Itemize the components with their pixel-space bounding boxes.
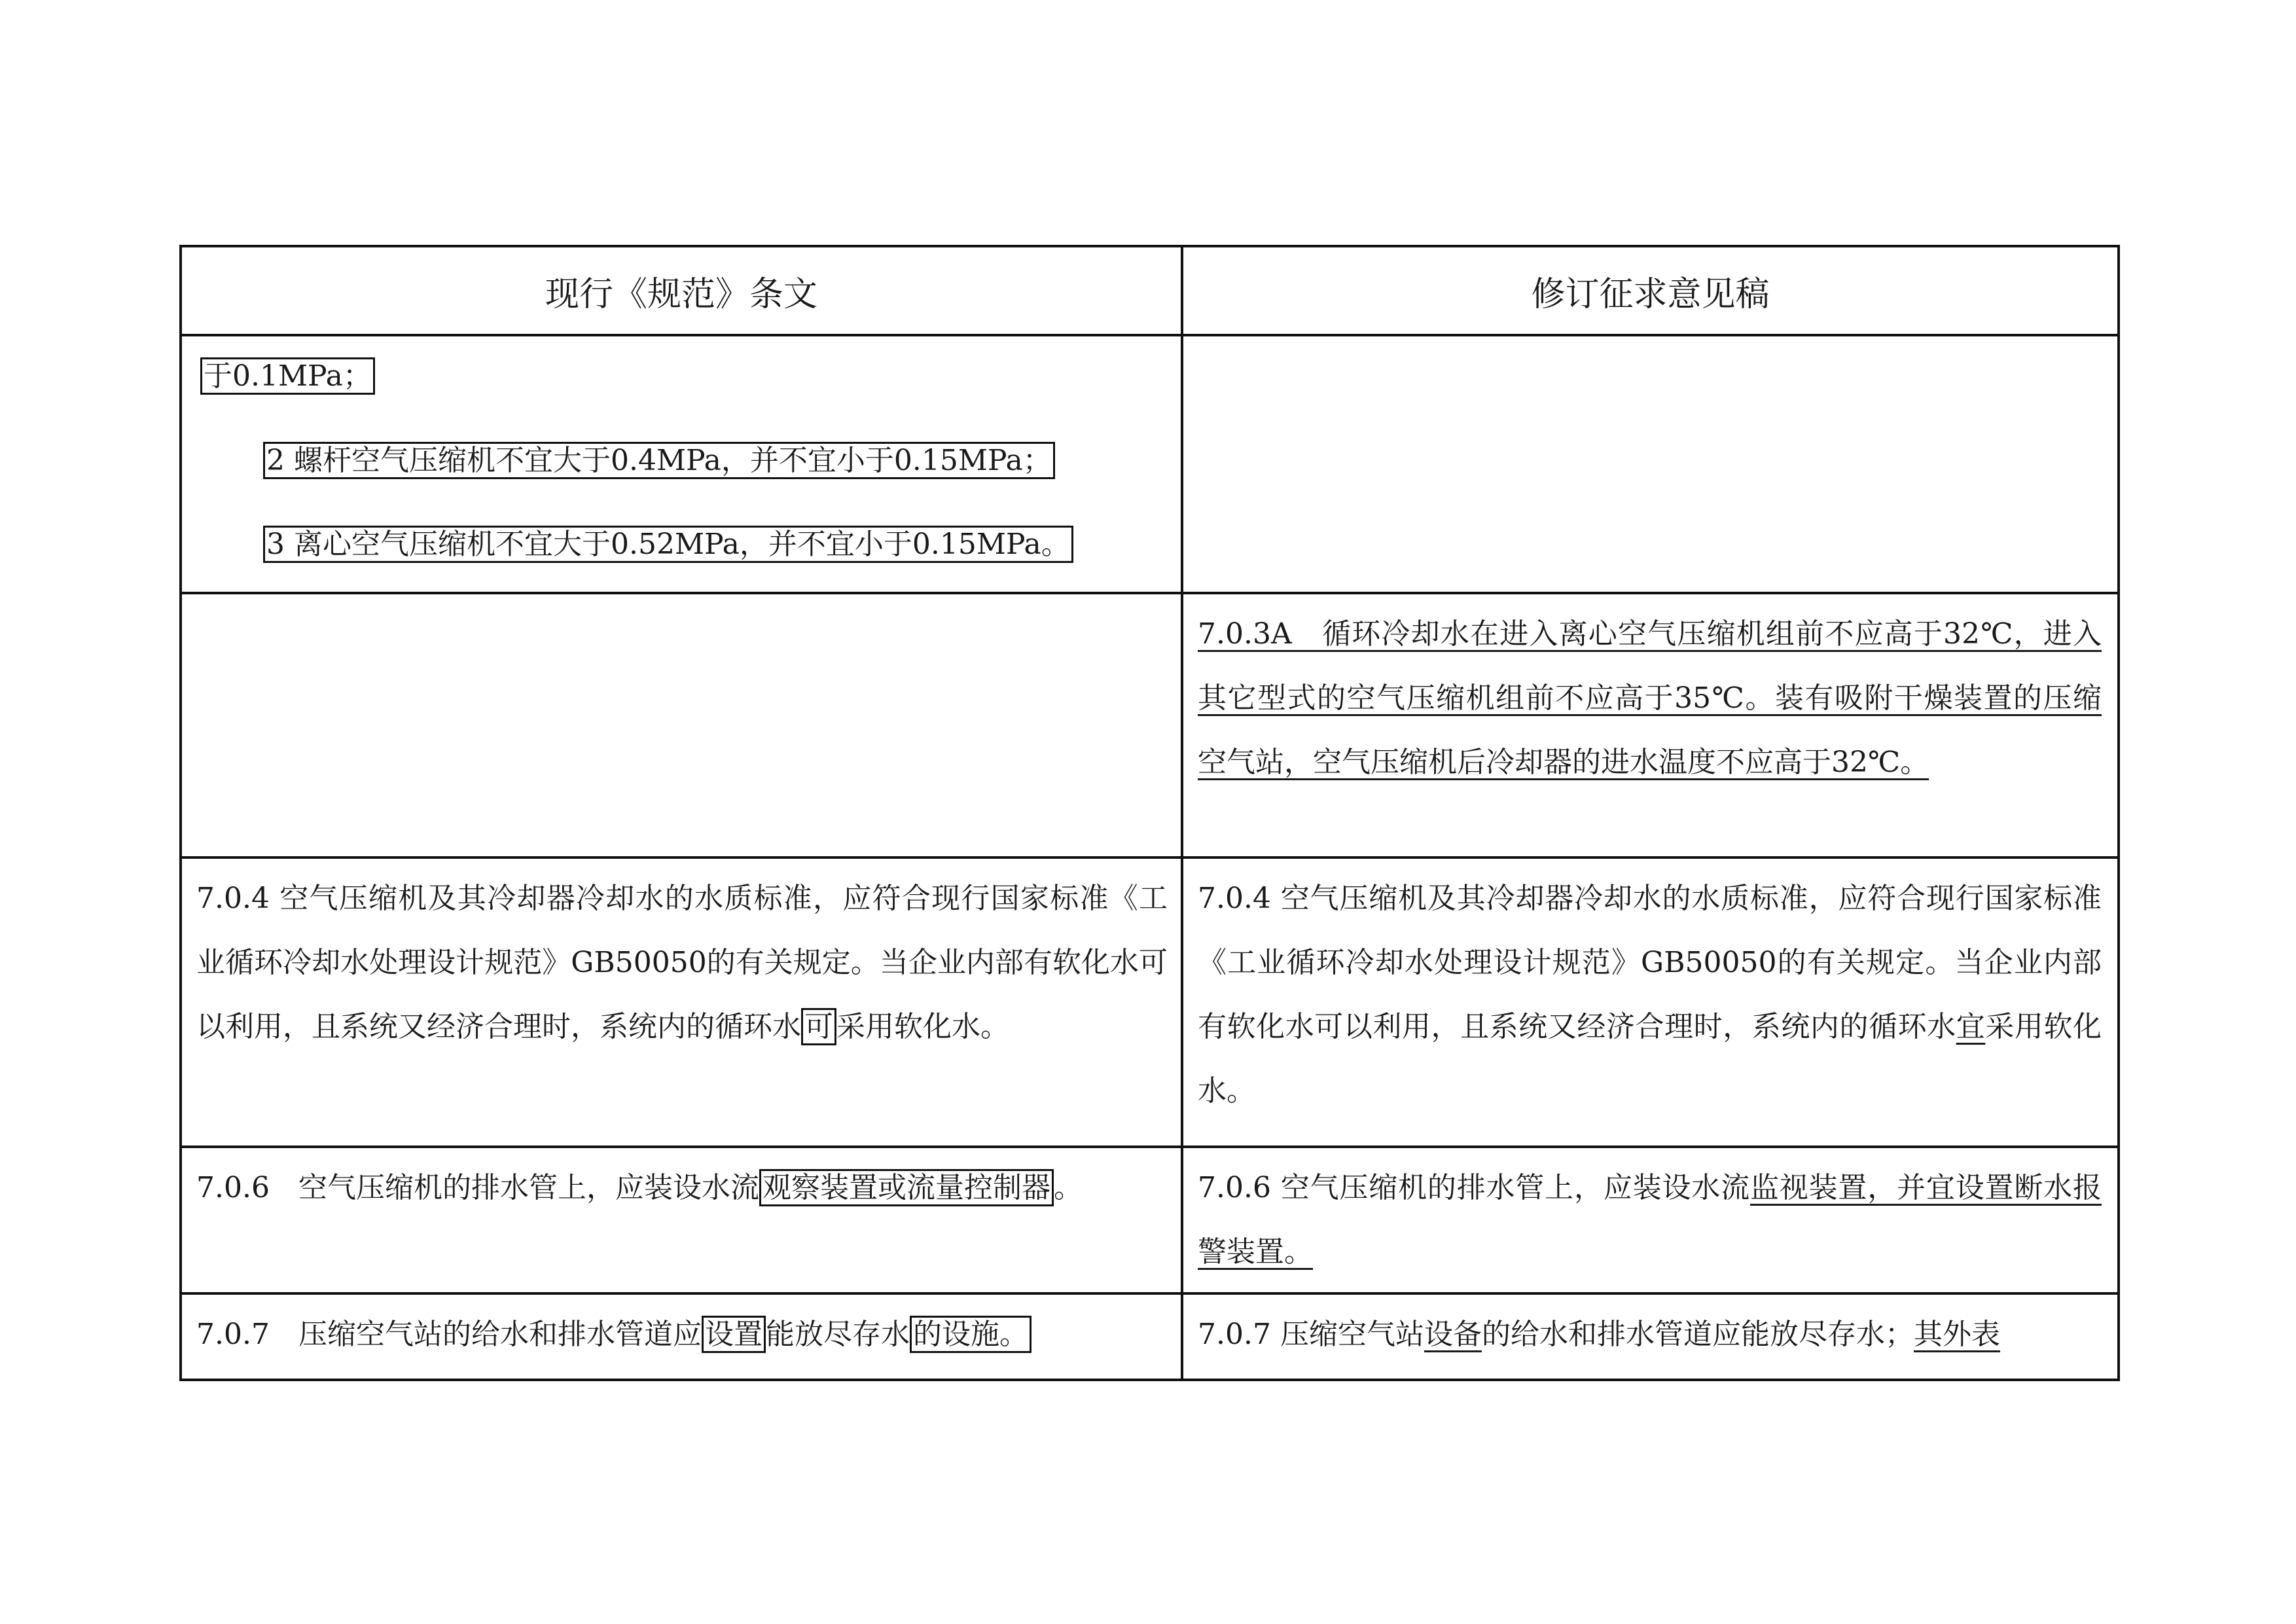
deleted-text-box: 可	[801, 1008, 836, 1045]
deleted-text-box: 的设施。	[910, 1316, 1031, 1353]
inserted-text: 其外表	[1913, 1318, 2000, 1351]
clause-text	[1198, 867, 2102, 1123]
clause-text-part: 采用软化水。	[1198, 1010, 2102, 1108]
cell-revision	[1182, 335, 2119, 593]
deleted-text-box: 于0.1MPa；	[200, 357, 375, 395]
inserted-text: 监视装置，并宜设置断水报警装置。	[1198, 1171, 2102, 1269]
clause-text	[196, 867, 1168, 1059]
clause-text	[1198, 1303, 2102, 1367]
clause-text-part: 7.0.7 压缩空气站的给水和排水管道应	[196, 1318, 702, 1351]
cell-revision	[1182, 1147, 2119, 1293]
clause-text-part: 。	[1053, 1171, 1083, 1204]
clause-text-part: 7.0.7 压缩空气站	[1198, 1318, 1424, 1351]
header-revision-draft: 修订征求意见稿	[1182, 246, 2119, 335]
cell-current	[181, 593, 1182, 857]
clause-text-part: 采用软化水。	[836, 1010, 1009, 1043]
cell-revision	[1182, 857, 2119, 1147]
cell-revision	[1182, 593, 2119, 857]
cell-current	[181, 1147, 1182, 1293]
clause-text-part: 7.0.6 空气压缩机的排水管上，应装设水流	[196, 1171, 759, 1204]
table-row	[181, 1293, 2119, 1380]
table-row	[181, 857, 2119, 1147]
cell-current	[181, 335, 1182, 593]
clause-text-part: 的给水和排水管道应能放尽存水；	[1481, 1318, 1914, 1351]
clause-text	[1198, 1156, 2102, 1284]
deleted-text-box: 观察装置或流量控制器	[759, 1169, 1054, 1206]
clause-text	[196, 1303, 1168, 1367]
comparison-table	[179, 245, 2120, 1381]
cell-current	[181, 1293, 1182, 1380]
inserted-clause-text: 7.0.3A 循环冷却水在进入离心空气压缩机组前不应高于32℃，进入其它型式的空气压缩机组前不应高于35℃。装有吸附干燥装置的压缩空气站，空气压缩机后冷却器的进水温度不应高于32℃。	[1198, 617, 2102, 779]
table-row	[181, 593, 2119, 857]
table-row	[181, 335, 2119, 593]
deleted-text-box: 2 螺杆空气压缩机不宜大于0.4MPa，并不宜小于0.15MPa；	[263, 442, 1055, 479]
inserted-text: 设备	[1424, 1318, 1482, 1351]
table-row	[181, 1147, 2119, 1293]
table-header-row	[181, 246, 2119, 335]
inserted-text: 宜	[1956, 1010, 1986, 1043]
deleted-text-box: 设置	[702, 1316, 766, 1353]
cell-revision	[1182, 1293, 2119, 1380]
header-current-code: 现行《规范》条文	[181, 246, 1182, 335]
deleted-text-box: 3 离心空气压缩机不宜大于0.52MPa，并不宜小于0.15MPa。	[263, 526, 1073, 563]
clause-text-part: 7.0.4 空气压缩机及其冷却器冷却水的水质标准，应符合现行国家标准《工业循环冷却水处理设计规范》GB50050的有关规定。当企业内部有软化水可以利用，且系统又经济合理时，系统内的循环水	[196, 882, 1168, 1043]
clause-text	[196, 1156, 1168, 1220]
clause-text-part: 7.0.4 空气压缩机及其冷却器冷却水的水质标准，应符合现行国家标准《工业循环冷却水处理设计规范》GB50050的有关规定。当企业内部有软化水可以利用，且系统又经济合理时，系统内的循环水	[1198, 882, 2102, 1043]
clause-text-part: 能放尽存水	[765, 1318, 910, 1351]
cell-current	[181, 857, 1182, 1147]
clause-text-part: 7.0.6 空气压缩机的排水管上，应装设水流	[1198, 1171, 1750, 1204]
